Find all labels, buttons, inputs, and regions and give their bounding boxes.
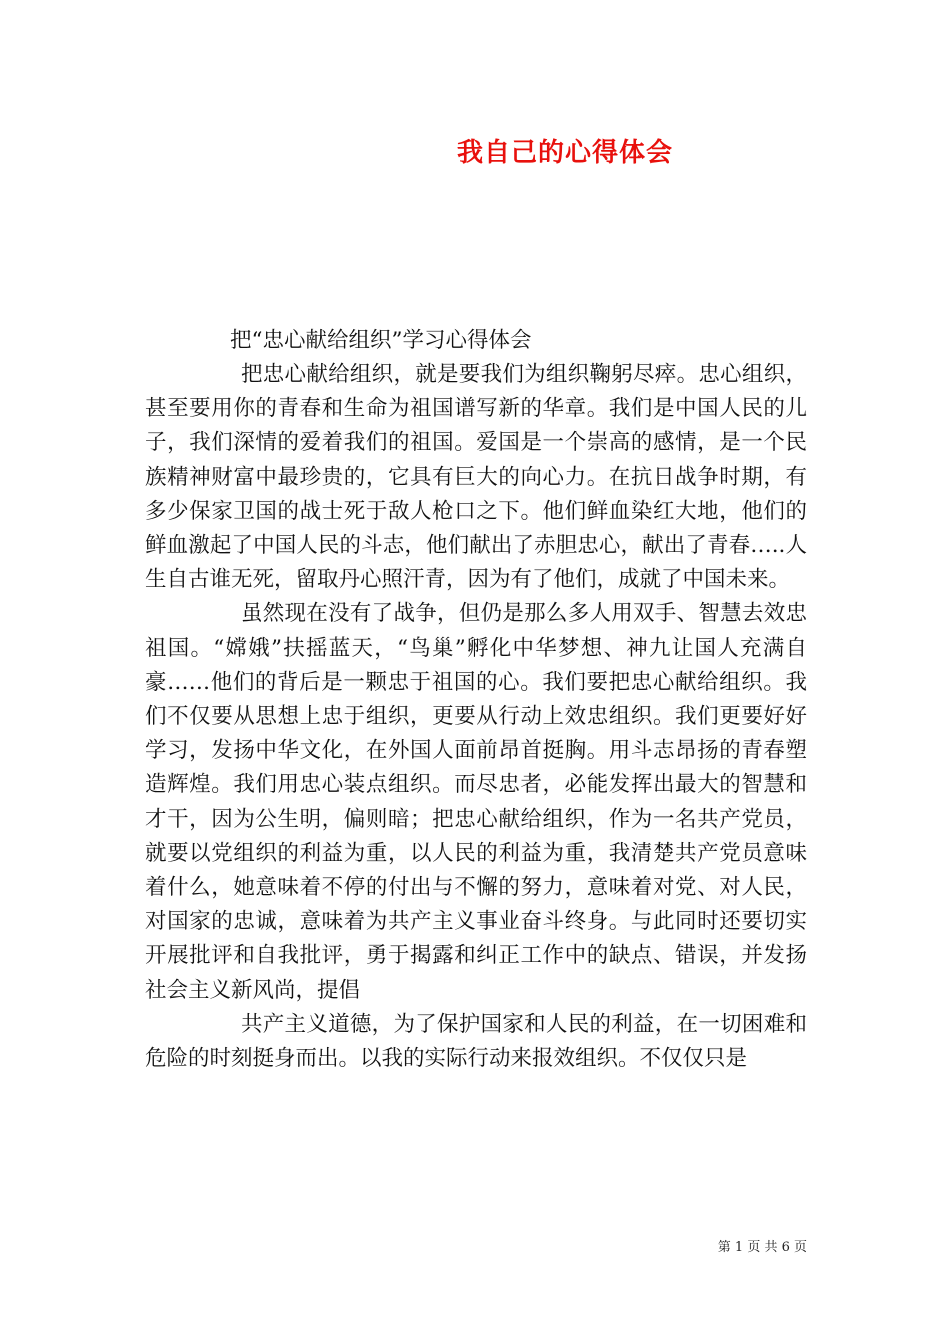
page-number: 第 1 页 共 6 页 [717,1240,807,1255]
paragraph: 把忠心献给组织，就是要我们为组织鞠躬尽瘁。忠心组织，甚至要用你的青春和生命为祖国谱写新的华章。我们是中国人民的儿子，我们深情的爱着我们的祖国。爱国是一个崇高的感情，是一个民族精神财富中最珍贵的，它具有巨大的向心力。在抗日战争时期，有多少保家卫国的战士死于敌人枪口之下。他们鲜血染红大地，他们的鲜血激起了中国人民的斗志，他们献出了赤胆忠心，献出了青春…..人生自古谁无死，留取丹心照汗青，因为有了他们，成就了中国未来。 [145,362,807,593]
paragraph: 虽然现在没有了战争，但仍是那么多人用双手、智慧去效忠祖国。“嫦娥”扶摇蓝天，“鸟巢”孵化中华梦想、神九让国人充满自豪……他们的背后是一颗忠于祖国的心。我们要把忠心献给组织。我们不仅要从思想上忠于组织，更要从行动上效忠组织。我们更要好好学习，发扬中华文化，在外国人面前昂首挺胸。用斗志昂扬的青春塑造辉煌。我们用忠心装点组织。而尽忠者，必能发挥出最大的智慧和才干，因为公生明，偏则暗；把忠心献给组织，作为一名共产党员，就要以党组织的利益为重，以人民的利益为重，我清楚共产党员意味着什么，她意味着不停的付出与不懈的努力，意味着对党、对人民，对国家的忠诚，意味着为共产主义事业奋斗终身。与此同时还要切实开展批评和自我批评，勇于揭露和纠正工作中的缺点、错误，并发扬社会主义新风尚，提倡 [145,601,807,1003]
paragraph: 共产主义道德，为了保护国家和人民的利益，在一切困难和危险的时刻挺身而出。以我的实际行动来报效组织。不仅仅只是 [145,1011,807,1072]
page-title: 我自己的心得体会 [456,138,673,168]
article-body [145,358,807,1076]
article-subtitle: 把“忠心献给组织”学习心得体会 [230,328,532,353]
